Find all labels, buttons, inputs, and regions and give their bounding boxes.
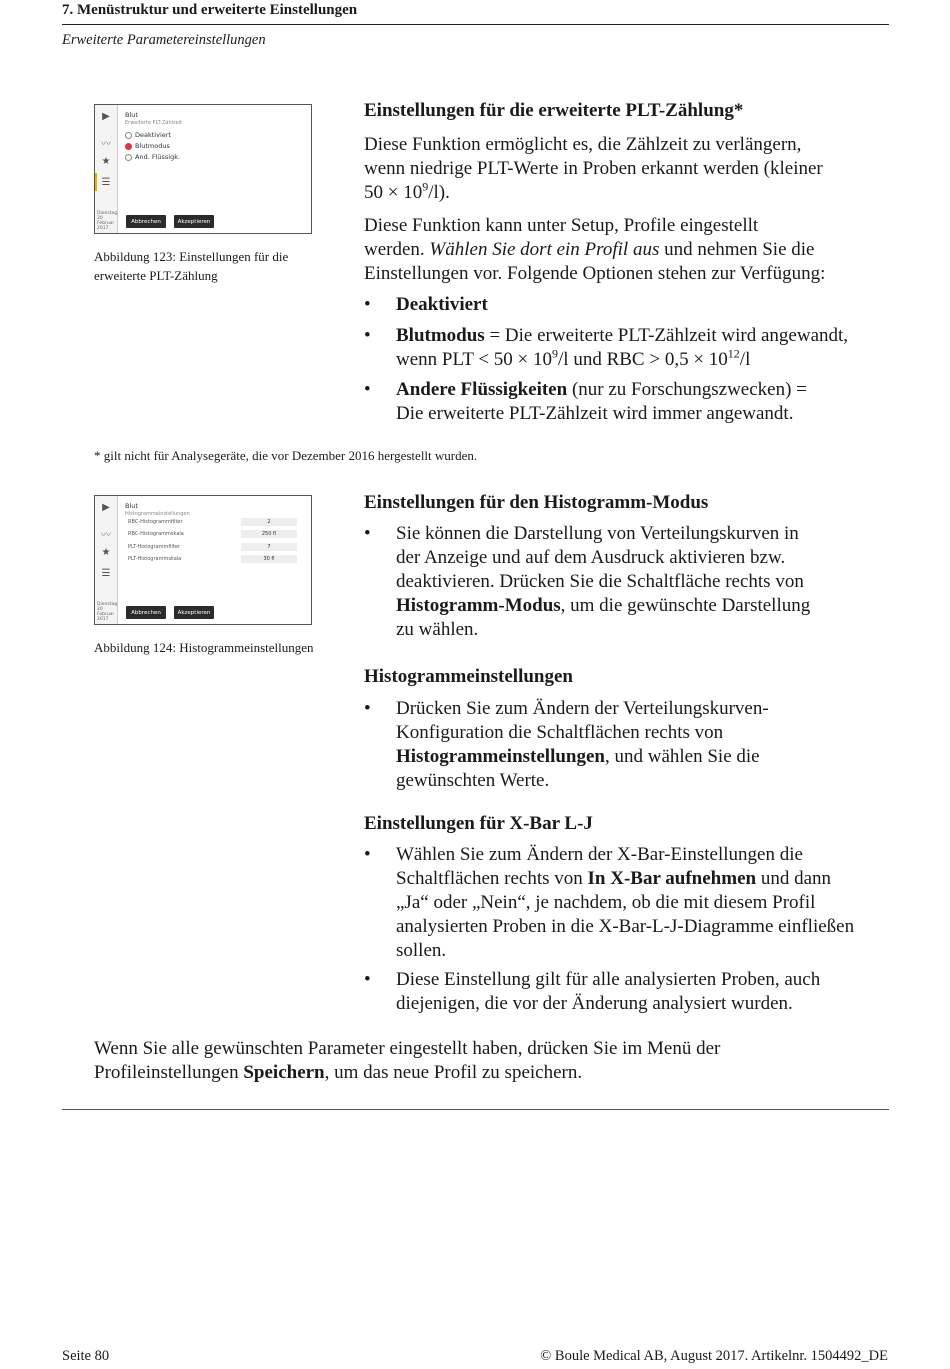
play-icon: ▶ — [102, 111, 110, 122]
closing-paragraph: Wenn Sie alle gewünschten Parameter eingestellt haben, drücken Sie im Menü der Profileinstellungen Speichern, um das neue Profil zu speichern. — [94, 1038, 721, 1083]
screen-subtitle: Histogrammeinstellungen — [125, 511, 190, 517]
screen-title: Blut — [125, 502, 138, 510]
setting-row[interactable]: PLT-Histogrammskala 30 fl — [125, 555, 297, 564]
figure-123-caption: Abbildung 123: Einstellungen für die erweiterte PLT-Zählung — [94, 249, 289, 283]
bullet-icon: • — [364, 325, 371, 346]
section-heading-histogram-settings: Histogrammeinstellungen — [364, 666, 573, 687]
copyright: © Boule Medical AB, August 2017. Artikelnr. 1504492_DE — [540, 1348, 888, 1364]
paragraph-plt-setup: Diese Funktion kann unter Setup, Profile eingestellt werden. Wählen Sie dort ein Profil aus und nehmen Sie die Einstellungen vor. Folgende Optionen stehen zur Verfügung: — [364, 215, 826, 284]
screen-subtitle: Erweiterte PLT-Zählzeit — [125, 120, 183, 126]
menu-icon: ☰ — [101, 568, 111, 579]
radio-icon — [125, 132, 132, 139]
figure-124-screenshot — [94, 495, 312, 625]
screen-date: Dienstag 20 Februar 2017 — [97, 211, 118, 231]
bullet-icon: • — [364, 969, 371, 990]
setting-row[interactable]: RBC-Histogrammfilter 2 — [125, 518, 297, 527]
accept-button[interactable]: Akzeptieren — [174, 606, 214, 619]
section-heading-plt: Einstellungen für die erweiterte PLT-Zählung* — [364, 100, 744, 121]
screen-date: Dienstag 20 Februar 2017 — [97, 602, 118, 622]
chart-icon: 〰 — [101, 139, 111, 150]
cancel-button[interactable]: Abbrechen — [126, 606, 166, 619]
chapter-title: 7. Menüstruktur und erweiterte Einstellungen — [62, 2, 358, 18]
star-icon: ★ — [101, 547, 111, 558]
screen-title: Blut — [125, 111, 138, 119]
figure-124-caption: Abbildung 124: Histogrammeinstellungen — [94, 640, 314, 655]
star-icon: ★ — [101, 156, 111, 167]
setting-row[interactable]: PLT-Histogrammfilter 7 — [125, 543, 297, 552]
chart-icon: 〰 — [101, 530, 111, 541]
option-deaktiviert[interactable]: Deaktiviert — [125, 131, 171, 139]
header-rule — [62, 24, 889, 25]
section-heading-histogram-mode: Einstellungen für den Histogramm-Modus — [364, 492, 709, 513]
bullet-icon: • — [364, 379, 371, 400]
bullet-icon: • — [364, 523, 371, 544]
bullet-icon: • — [364, 294, 371, 315]
paragraph-plt-intro: Diese Funktion ermöglicht es, die Zählzeit zu verlängern, wenn niedrige PLT-Werte in Proben erkannt werden (kleiner $50 \times 10^9/l$). — [364, 134, 823, 203]
option-and-fluessigk[interactable]: And. Flüssigk. — [125, 153, 180, 161]
setting-row[interactable]: RBC-Histogrammskala 250 fl — [125, 530, 297, 539]
footer-rule — [62, 1109, 889, 1110]
footnote: * gilt nicht für Analysegeräte, die vor Dezember 2016 hergestellt wurden. — [94, 448, 478, 463]
cancel-button[interactable]: Abbrechen — [126, 215, 166, 228]
option-blutmodus[interactable]: Blutmodus — [125, 142, 170, 150]
accept-button[interactable]: Akzeptieren — [174, 215, 214, 228]
bullet-icon: • — [364, 698, 371, 719]
page-number: Seite 80 — [62, 1348, 110, 1364]
section-heading-xbar: Einstellungen für X-Bar L-J — [364, 813, 593, 834]
radio-icon — [125, 154, 132, 161]
radio-selected-icon — [125, 143, 132, 150]
bullet-icon: • — [364, 844, 371, 865]
menu-icon: ☰ — [101, 177, 111, 188]
section-subtitle: Erweiterte Parametereinstellungen — [62, 32, 266, 48]
active-indicator — [95, 173, 97, 191]
figure-123-screenshot — [94, 104, 312, 234]
play-icon: ▶ — [102, 502, 110, 513]
